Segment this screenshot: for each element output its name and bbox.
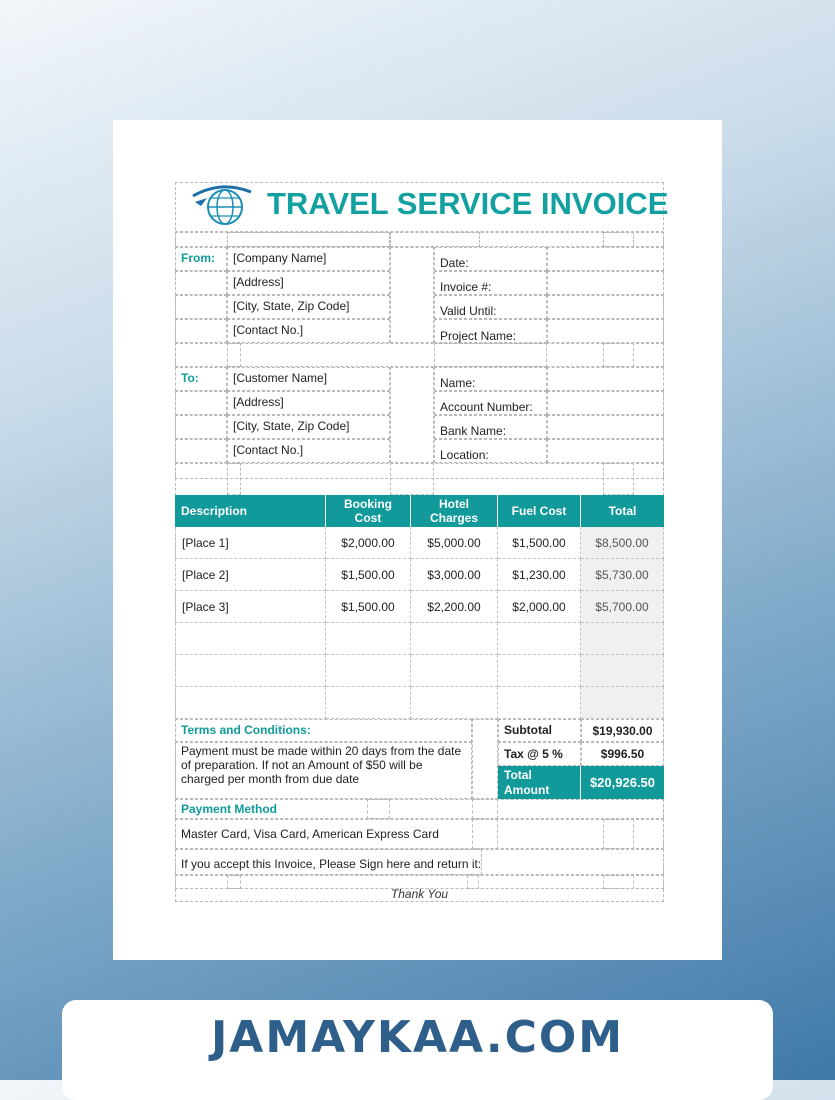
row-booking: $1,500.00 bbox=[326, 591, 411, 623]
from-city: [City, State, Zip Code] bbox=[233, 299, 350, 313]
terms-line-1: Payment must be made within 20 days from the date bbox=[181, 744, 462, 758]
col-total: Total bbox=[581, 495, 664, 527]
row-description: [Place 2] bbox=[175, 559, 326, 591]
total-amount-label: Total Amount bbox=[498, 766, 581, 799]
from-label: From: bbox=[181, 251, 215, 265]
col-hotel-charges: Hotel Charges bbox=[411, 495, 498, 527]
thank-you: Thank You bbox=[390, 887, 449, 901]
empty-cell bbox=[175, 623, 326, 655]
empty-cell bbox=[326, 655, 411, 687]
subtotal-value: $19,930.00 bbox=[592, 723, 653, 738]
col-fuel-cost: Fuel Cost bbox=[498, 495, 581, 527]
from-contact: [Contact No.] bbox=[233, 323, 304, 337]
col-booking-cost: Booking Cost bbox=[326, 495, 411, 527]
empty-cell bbox=[175, 655, 326, 687]
empty-cell bbox=[498, 623, 581, 655]
row-fuel: $2,000.00 bbox=[498, 591, 581, 623]
total-amount-value: $20,926.50 bbox=[581, 766, 664, 799]
payment-methods: Master Card, Visa Card, American Express Card bbox=[181, 827, 439, 841]
row-booking: $1,500.00 bbox=[326, 559, 411, 591]
row-total: $5,700.00 bbox=[581, 591, 664, 623]
empty-cell bbox=[581, 623, 664, 655]
empty-cell bbox=[175, 687, 326, 719]
bank-label: Bank Name: bbox=[440, 424, 507, 438]
row-description: [Place 1] bbox=[175, 527, 326, 559]
row-hotel: $2,200.00 bbox=[411, 591, 498, 623]
row-booking: $2,000.00 bbox=[326, 527, 411, 559]
tax-label: Tax @ 5 % bbox=[504, 747, 563, 761]
row-hotel: $5,000.00 bbox=[411, 527, 498, 559]
sign-note: If you accept this Invoice, Please Sign here and return it: bbox=[181, 857, 482, 871]
project-name-label: Project Name: bbox=[440, 329, 517, 343]
payment-method-title: Payment Method bbox=[181, 802, 278, 816]
empty-cell bbox=[581, 687, 664, 719]
row-total: $8,500.00 bbox=[581, 527, 664, 559]
from-company: [Company Name] bbox=[233, 251, 327, 265]
location-label: Location: bbox=[440, 448, 489, 462]
bank-name-label: Name: bbox=[440, 376, 476, 390]
row-hotel: $3,000.00 bbox=[411, 559, 498, 591]
tax-value: $996.50 bbox=[600, 747, 645, 761]
empty-cell bbox=[411, 655, 498, 687]
to-city: [City, State, Zip Code] bbox=[233, 419, 350, 433]
to-label: To: bbox=[181, 371, 199, 385]
empty-cell bbox=[326, 623, 411, 655]
row-fuel: $1,500.00 bbox=[498, 527, 581, 559]
valid-until-label: Valid Until: bbox=[440, 304, 497, 318]
invoice bbox=[175, 182, 669, 902]
empty-cell bbox=[411, 687, 498, 719]
col-description: Description bbox=[175, 495, 326, 527]
invoice-number-label: Invoice #: bbox=[440, 280, 492, 294]
empty-cell bbox=[498, 655, 581, 687]
watermark-text: JAMAYKAA.COM bbox=[210, 1012, 625, 1063]
invoice-page bbox=[113, 120, 722, 960]
row-fuel: $1,230.00 bbox=[498, 559, 581, 591]
to-customer: [Customer Name] bbox=[233, 371, 328, 385]
date-label: Date: bbox=[440, 256, 469, 270]
terms-title: Terms and Conditions: bbox=[181, 723, 311, 737]
subtotal-label: Subtotal bbox=[504, 723, 552, 737]
invoice-title: TRAVEL SERVICE INVOICE bbox=[267, 186, 669, 221]
from-address: [Address] bbox=[233, 275, 284, 289]
to-address: [Address] bbox=[233, 395, 284, 409]
terms-line-3: charged per month from due date bbox=[181, 772, 360, 786]
empty-cell bbox=[498, 687, 581, 719]
row-total: $5,730.00 bbox=[581, 559, 664, 591]
empty-cell bbox=[411, 623, 498, 655]
empty-cell bbox=[581, 655, 664, 687]
terms-line-2: of preparation. If not an Amount of $50 will be bbox=[181, 758, 423, 772]
empty-cell bbox=[326, 687, 411, 719]
account-number-label: Account Number: bbox=[440, 400, 533, 414]
to-contact: [Contact No.] bbox=[233, 443, 304, 457]
row-description: [Place 3] bbox=[175, 591, 326, 623]
